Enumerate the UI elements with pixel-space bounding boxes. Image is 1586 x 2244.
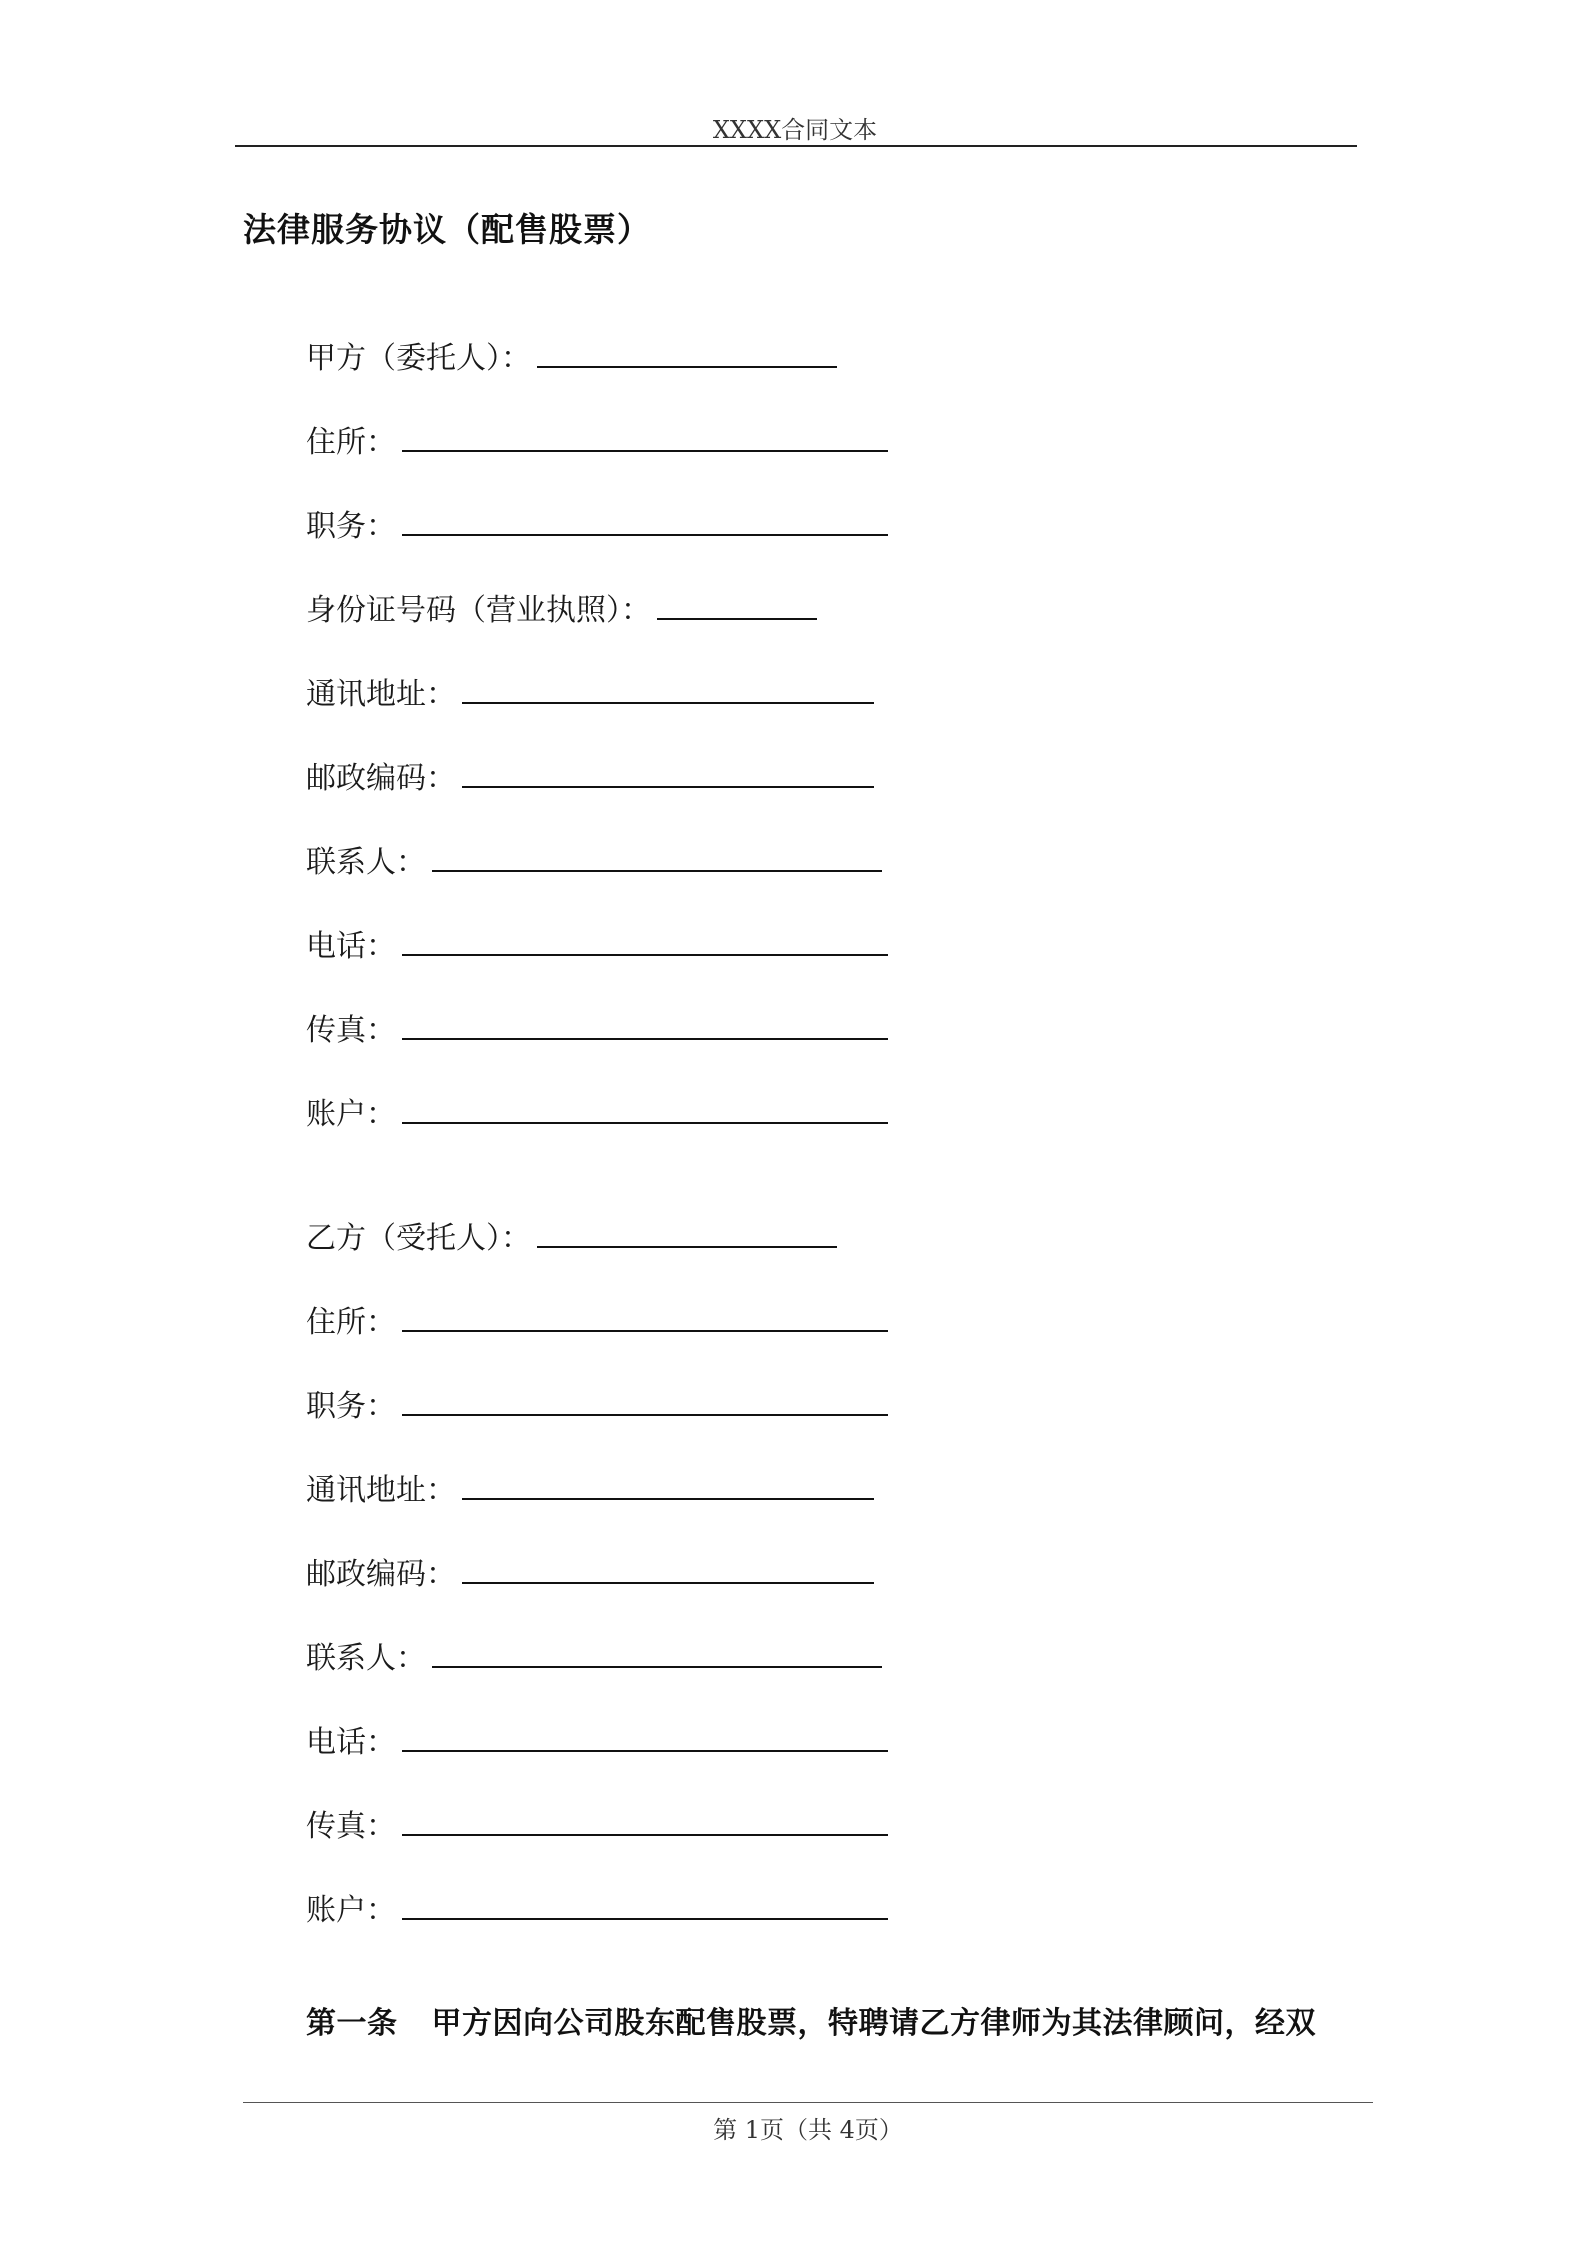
field-label: 职务： [306, 509, 396, 544]
fill-blank[interactable] [537, 366, 837, 368]
party-a-contact-field[interactable] [306, 841, 882, 885]
fill-blank[interactable] [462, 702, 874, 704]
fill-blank[interactable] [402, 1330, 888, 1332]
fill-blank[interactable] [462, 1498, 874, 1500]
field-label: 乙方（受托人）： [306, 1221, 531, 1256]
field-label: 邮政编码： [306, 1557, 456, 1592]
field-label: 账户： [306, 1893, 396, 1928]
field-label: 电话： [306, 929, 396, 964]
party-a-postcode-field[interactable] [306, 757, 874, 801]
article-number: 第一条 [306, 2006, 398, 2041]
fill-blank[interactable] [402, 534, 888, 536]
party-a-fax-field[interactable] [306, 1009, 888, 1053]
party-b-position-field[interactable] [306, 1385, 888, 1429]
fill-blank[interactable] [402, 1750, 888, 1752]
article-1 [306, 2002, 1316, 2046]
party-a-phone-field[interactable] [306, 925, 888, 969]
field-label: 住所： [306, 425, 396, 460]
party-a-id-field[interactable] [306, 589, 817, 633]
fill-blank[interactable] [402, 1414, 888, 1416]
header-divider [235, 145, 1357, 147]
field-label: 传真： [306, 1013, 396, 1048]
field-label: 联系人： [306, 1641, 426, 1676]
fill-blank[interactable] [432, 870, 882, 872]
fill-blank[interactable] [432, 1666, 882, 1668]
fill-blank[interactable] [537, 1246, 837, 1248]
party-a-account-field[interactable] [306, 1093, 888, 1137]
party-b-mail-address-field[interactable] [306, 1469, 874, 1513]
party-a-position-field[interactable] [306, 505, 888, 549]
field-label: 账户： [306, 1097, 396, 1132]
field-label: 联系人： [306, 845, 426, 880]
party-a-address-field[interactable] [306, 421, 888, 465]
fill-blank[interactable] [402, 1038, 888, 1040]
fill-blank[interactable] [402, 450, 888, 452]
footer-divider [243, 2102, 1373, 2103]
field-label: 传真： [306, 1809, 396, 1844]
party-b-postcode-field[interactable] [306, 1553, 874, 1597]
fill-blank[interactable] [462, 1582, 874, 1584]
field-label: 通讯地址： [306, 677, 456, 712]
party-a-mail-address-field[interactable] [306, 673, 874, 717]
page-footer: 第 1页（共 4页） [713, 2116, 903, 2144]
party-b-fax-field[interactable] [306, 1805, 888, 1849]
field-label: 甲方（委托人）： [306, 341, 531, 376]
field-label: 身份证号码（营业执照）： [306, 593, 651, 628]
party-b-phone-field[interactable] [306, 1721, 888, 1765]
fill-blank[interactable] [657, 618, 817, 620]
document-title: 法律服务协议（配售股票） [243, 210, 651, 249]
field-label: 通讯地址： [306, 1473, 456, 1508]
fill-blank[interactable] [462, 786, 874, 788]
page-header: XXXX合同文本 [712, 116, 878, 144]
field-label: 职务： [306, 1389, 396, 1424]
field-label: 住所： [306, 1305, 396, 1340]
article-text: 甲方因向公司股东配售股票，特聘请乙方律师为其法律顾问，经双 [431, 2006, 1316, 2041]
field-label: 电话： [306, 1725, 396, 1760]
party-a-name-field[interactable] [306, 337, 837, 381]
fill-blank[interactable] [402, 1918, 888, 1920]
field-label: 邮政编码： [306, 761, 456, 796]
fill-blank[interactable] [402, 1834, 888, 1836]
fill-blank[interactable] [402, 1122, 888, 1124]
party-b-contact-field[interactable] [306, 1637, 882, 1681]
party-b-address-field[interactable] [306, 1301, 888, 1345]
fill-blank[interactable] [402, 954, 888, 956]
party-b-account-field[interactable] [306, 1889, 888, 1933]
party-b-name-field[interactable] [306, 1217, 837, 1261]
